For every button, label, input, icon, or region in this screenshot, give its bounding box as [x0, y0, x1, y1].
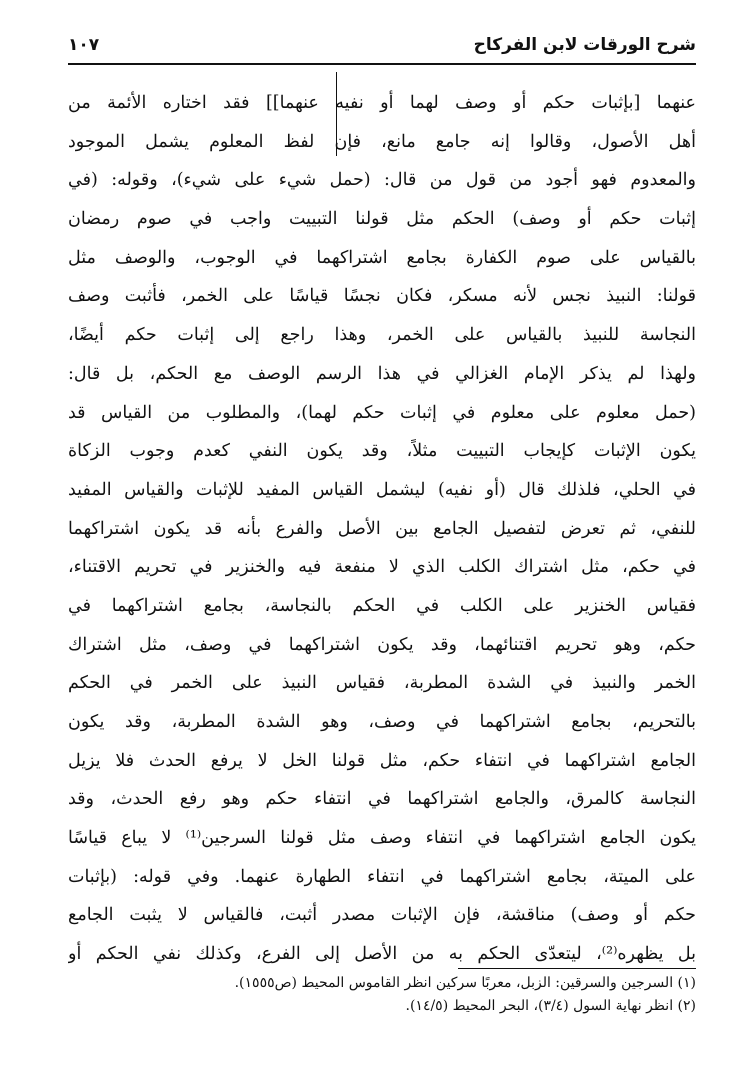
page-number: ١٠٧	[68, 35, 100, 55]
footnotes	[68, 972, 696, 1018]
text-line: حكم، وهو تحريم اقتنائهما، وقد يكون اشتراكهما في وصف، مثل اشتراك	[68, 634, 696, 655]
header-rule	[68, 63, 696, 65]
text-line: النجاسة للنبيذ بالقياس على الخمر، وهذا راجع إلى إثبات حكم أيضًا،	[68, 325, 696, 346]
text-line: بالقياس على صوم الكفارة بجامع اشتراكهما في الوجوب، والوصف مثل	[68, 247, 696, 268]
text-line: الخمر والنبيذ في الشدة المطربة، فقياس النبيذ على الخمر في الحكم	[68, 673, 696, 694]
text-line: بل يظهره⁽²⁾، ليتعدّى الحكم به من الأصل إلى الفرع، وكذلك نفي الحكم أو	[68, 944, 696, 965]
text-line: على الميتة، بجامع اشتراكهما في انتفاء الطهارة عنهما. وفي قوله: (بإثبات	[68, 866, 696, 887]
text-line: فقياس الخنزير على الكلب في الحكم بالنجاسة، بجامع اشتراكهما في	[68, 595, 696, 616]
text-line: بالتحريم، بجامع اشتراكهما في وصف، وهو الشدة المطربة، وقد يكون	[68, 712, 696, 732]
text-line: الجامع اشتراكهما في انتفاء حكم، مثل قولنا الخل لا يرفع الحدث فلا يزيل	[68, 750, 696, 771]
text-line: عنهما [بإثبات حكم أو وصف لهما أو نفيه عنهما]] فقد اختاره الأئمة من	[68, 93, 696, 113]
text-line: قولنا: النبيذ نجس لأنه مسكر، فكان نجسًا قياسًا على الخمر، فأثبت وصف	[68, 286, 696, 307]
text-line: يكون الإثبات كإيجاب التبييت مثلاً، وقد يكون النفي كعدم وجوب الزكاة	[68, 441, 696, 462]
text-line: في الحلي، فلذلك قال (أو نفيه) ليشمل القياس المفيد للإثبات والقياس المفيد	[68, 479, 696, 500]
running-title: شرح الورقات لابن الفركاح	[473, 35, 696, 55]
text-line: النجاسة كالمرق، والجامع اشتراكهما في انتفاء حكم وهو رفع الحدث، وقد	[68, 789, 696, 810]
text-line: للنفي، ثم تعرض لتفصيل الجامع بين الأصل والفرع بأنه قد يكون اشتراكهما	[68, 518, 696, 539]
footnote-2: (٢) انظر نهاية السول (٣/٤)، البحر المحيط (١٤/٥).	[405, 998, 696, 1014]
text-line: حكم أو وصف) مناقشة، فإن الإثبات مصدر أثبت، فالقياس لا يثبت الجامع	[68, 905, 696, 926]
text-line: يكون الجامع اشتراكهما في انتفاء وصف مثل قولنا السرجين⁽¹⁾ لا يباع قياسًا	[68, 828, 696, 849]
text-line: إثبات حكم أو وصف) الحكم مثل قولنا التبييت واجب في صوم رمضان	[68, 209, 696, 230]
text-line: والمعدوم فهو أجود من قول من قال: (حمل شيء على شيء)، وقوله: (في	[68, 170, 696, 191]
main-text	[68, 84, 696, 974]
footnote-rule	[458, 968, 696, 969]
text-line: ولهذا لم يذكر الإمام الغزالي في هذا الرسم الوصف مع الحكم، بل قال:	[68, 363, 696, 384]
text-line: في حكم، مثل اشتراك الكلب الذي لا منفعة فيه والخنزير في تحريم الاقتناء،	[68, 557, 696, 578]
footnote-1: (١) السرجين والسرقين: الزبل، معربًا سركين انظر القاموس المحيط (ص١٥٥٥).	[234, 975, 696, 991]
text-line: (حمل معلوم على معلوم في إثبات حكم لهما)، والمطلوب من القياس قد	[68, 402, 696, 423]
text-line: أهل الأصول، وقالوا إنه جامع مانع، فإن لفظ المعلوم يشمل الموجود	[68, 131, 696, 152]
page-header	[68, 34, 696, 60]
